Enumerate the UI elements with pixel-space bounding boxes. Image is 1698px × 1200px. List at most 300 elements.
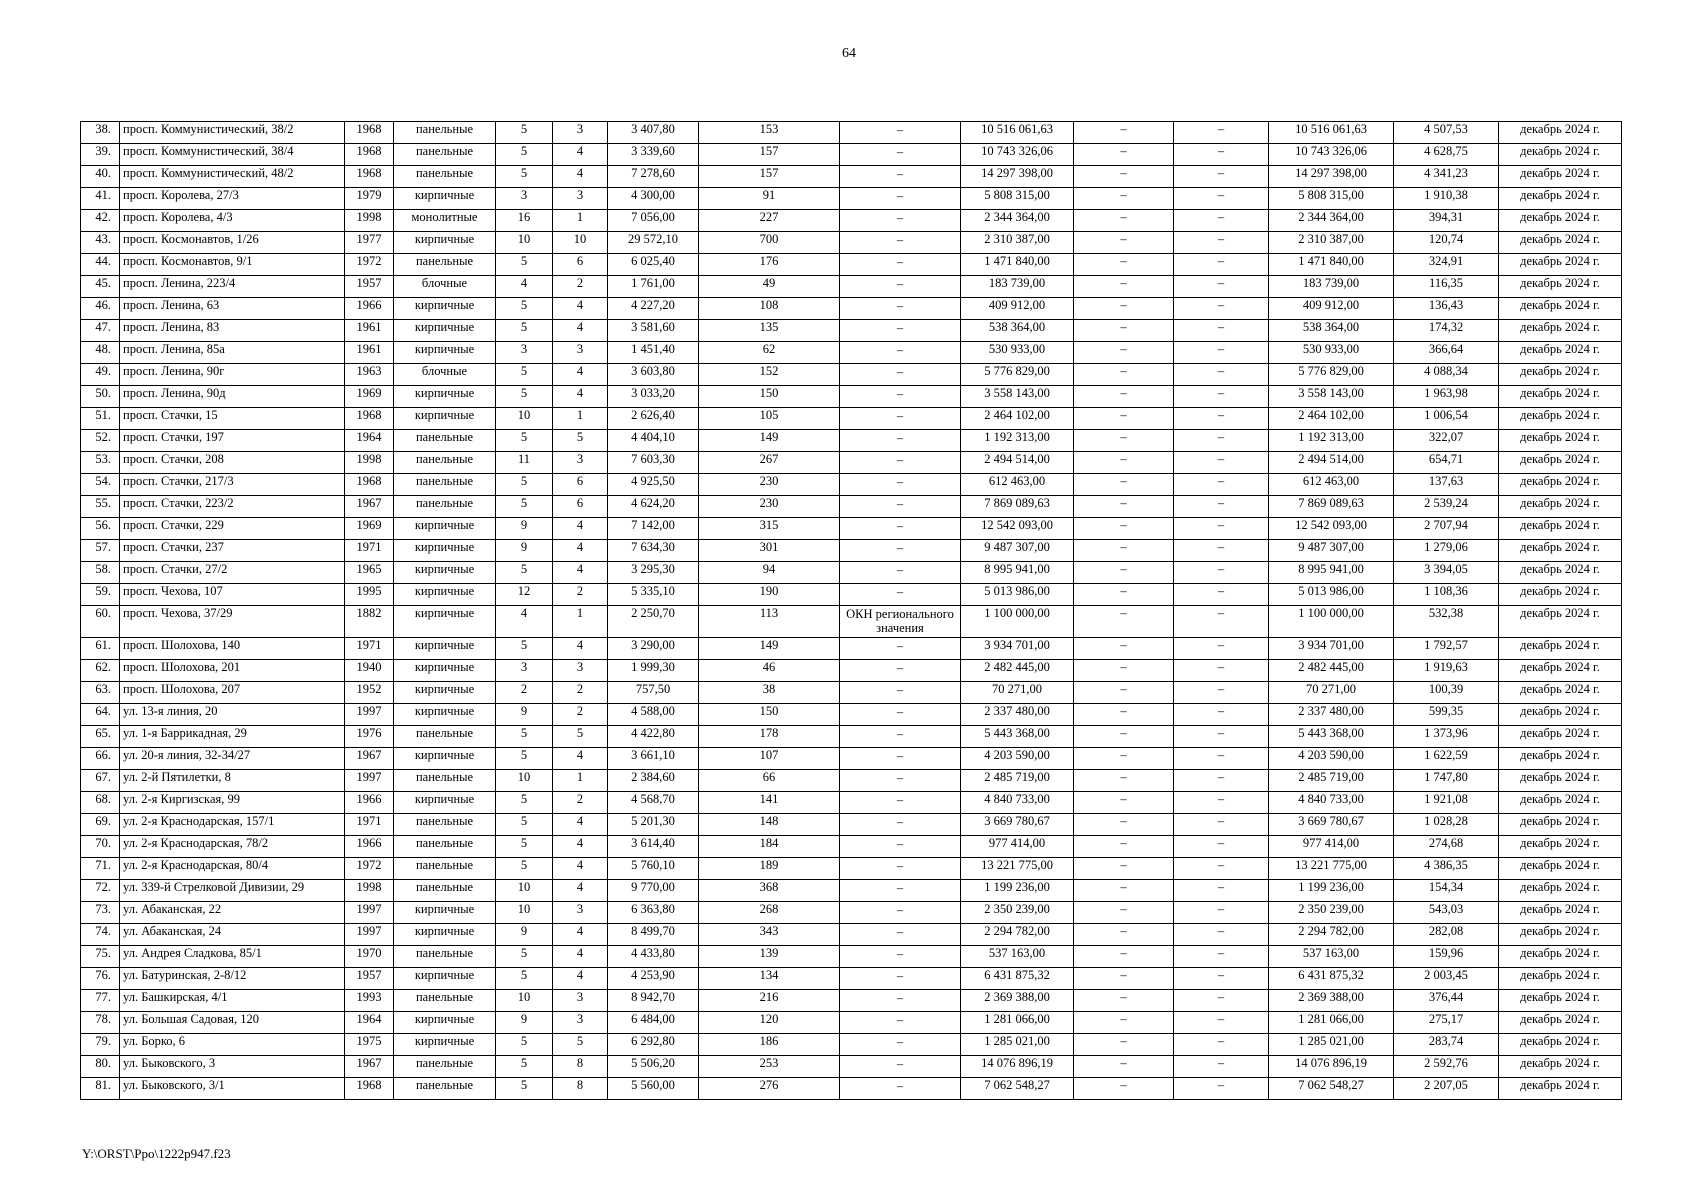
cell-year-built: 1966 <box>345 835 394 857</box>
cell-cost-per-sqm: 4 386,35 <box>1394 857 1499 879</box>
cell-completion-date: декабрь 2024 г. <box>1499 791 1622 813</box>
cell-row-number: 77. <box>81 989 120 1011</box>
cell-total-cost: 2 464 102,00 <box>961 408 1074 430</box>
cell-owners-cost: 538 364,00 <box>1269 320 1394 342</box>
cell-year-built: 1969 <box>345 518 394 540</box>
table-row <box>81 342 1622 364</box>
cell-fund-cost: – <box>1074 122 1174 144</box>
cell-entrances: 4 <box>553 857 608 879</box>
cell-cost-per-sqm: 1 747,80 <box>1394 769 1499 791</box>
cell-total-area: 7 278,60 <box>608 166 699 188</box>
cell-completion-date: декабрь 2024 г. <box>1499 1055 1622 1077</box>
cell-floors: 5 <box>496 144 553 166</box>
cell-other-cost: – <box>1174 1011 1269 1033</box>
cell-total-cost: 2 485 719,00 <box>961 769 1074 791</box>
cell-residents: 38 <box>699 681 840 703</box>
cell-total-cost: 7 869 089,63 <box>961 496 1074 518</box>
cell-total-area: 3 614,40 <box>608 835 699 857</box>
cell-completion-date: декабрь 2024 г. <box>1499 452 1622 474</box>
cell-completion-date: декабрь 2024 г. <box>1499 989 1622 1011</box>
cell-floors: 5 <box>496 1077 553 1099</box>
cell-residents: 268 <box>699 901 840 923</box>
cell-total-area: 4 227,20 <box>608 298 699 320</box>
cell-address: ул. Башкирская, 4/1 <box>120 989 345 1011</box>
cell-total-cost: 537 163,00 <box>961 945 1074 967</box>
cell-residents: 301 <box>699 540 840 562</box>
cell-entrances: 5 <box>553 725 608 747</box>
cell-residents: 141 <box>699 791 840 813</box>
cell-address: ул. Абаканская, 24 <box>120 923 345 945</box>
cell-total-area: 1 451,40 <box>608 342 699 364</box>
table-body <box>81 122 1622 1100</box>
cell-owners-cost: 2 482 445,00 <box>1269 659 1394 681</box>
cell-total-cost: 3 934 701,00 <box>961 637 1074 659</box>
cell-fund-cost: – <box>1074 298 1174 320</box>
cell-row-number: 63. <box>81 681 120 703</box>
cell-floors: 5 <box>496 474 553 496</box>
cell-fund-cost: – <box>1074 857 1174 879</box>
cell-fund-cost: – <box>1074 813 1174 835</box>
cell-row-number: 50. <box>81 386 120 408</box>
cell-heritage-status: – <box>840 967 961 989</box>
cell-residents: 120 <box>699 1011 840 1033</box>
cell-year-built: 1961 <box>345 342 394 364</box>
cell-other-cost: – <box>1174 364 1269 386</box>
cell-other-cost: – <box>1174 210 1269 232</box>
cell-floors: 5 <box>496 320 553 342</box>
cell-residents: 227 <box>699 210 840 232</box>
cell-entrances: 3 <box>553 659 608 681</box>
cell-completion-date: декабрь 2024 г. <box>1499 945 1622 967</box>
cell-floors: 5 <box>496 496 553 518</box>
table-row <box>81 857 1622 879</box>
cell-fund-cost: – <box>1074 320 1174 342</box>
cell-fund-cost: – <box>1074 254 1174 276</box>
cell-heritage-status: – <box>840 791 961 813</box>
cell-wall-material: кирпичные <box>394 320 496 342</box>
cell-address: просп. Чехова, 37/29 <box>120 606 345 638</box>
table-row <box>81 584 1622 606</box>
cell-year-built: 1998 <box>345 879 394 901</box>
cell-wall-material: кирпичные <box>394 518 496 540</box>
cell-owners-cost: 4 203 590,00 <box>1269 747 1394 769</box>
cell-wall-material: панельные <box>394 813 496 835</box>
cell-entrances: 2 <box>553 276 608 298</box>
cell-total-area: 5 560,00 <box>608 1077 699 1099</box>
cell-total-area: 3 581,60 <box>608 320 699 342</box>
cell-address: просп. Космонавтов, 9/1 <box>120 254 345 276</box>
cell-owners-cost: 10 743 326,06 <box>1269 144 1394 166</box>
cell-wall-material: панельные <box>394 1055 496 1077</box>
cell-heritage-status: – <box>840 496 961 518</box>
cell-row-number: 41. <box>81 188 120 210</box>
cell-completion-date: декабрь 2024 г. <box>1499 813 1622 835</box>
cell-fund-cost: – <box>1074 474 1174 496</box>
cell-total-area: 7 142,00 <box>608 518 699 540</box>
cell-year-built: 1952 <box>345 681 394 703</box>
cell-entrances: 3 <box>553 1011 608 1033</box>
cell-completion-date: декабрь 2024 г. <box>1499 835 1622 857</box>
cell-row-number: 39. <box>81 144 120 166</box>
cell-cost-per-sqm: 4 507,53 <box>1394 122 1499 144</box>
cell-owners-cost: 2 350 239,00 <box>1269 901 1394 923</box>
cell-wall-material: панельные <box>394 857 496 879</box>
cell-completion-date: декабрь 2024 г. <box>1499 540 1622 562</box>
cell-total-cost: 1 471 840,00 <box>961 254 1074 276</box>
cell-address: просп. Стачки, 27/2 <box>120 562 345 584</box>
cell-residents: 148 <box>699 813 840 835</box>
cell-address: ул. Батуринская, 2-8/12 <box>120 967 345 989</box>
cell-owners-cost: 6 431 875,32 <box>1269 967 1394 989</box>
cell-address: ул. 2-я Краснодарская, 157/1 <box>120 813 345 835</box>
cell-total-cost: 2 310 387,00 <box>961 232 1074 254</box>
cell-floors: 10 <box>496 408 553 430</box>
cell-cost-per-sqm: 1 919,63 <box>1394 659 1499 681</box>
table-row <box>81 769 1622 791</box>
cell-cost-per-sqm: 1 622,59 <box>1394 747 1499 769</box>
cell-total-cost: 4 840 733,00 <box>961 791 1074 813</box>
cell-residents: 253 <box>699 1055 840 1077</box>
cell-floors: 10 <box>496 901 553 923</box>
cell-floors: 5 <box>496 430 553 452</box>
cell-entrances: 3 <box>553 901 608 923</box>
cell-cost-per-sqm: 543,03 <box>1394 901 1499 923</box>
cell-year-built: 1997 <box>345 769 394 791</box>
cell-owners-cost: 7 869 089,63 <box>1269 496 1394 518</box>
table-row <box>81 210 1622 232</box>
cell-entrances: 6 <box>553 254 608 276</box>
cell-floors: 10 <box>496 879 553 901</box>
cell-other-cost: – <box>1174 122 1269 144</box>
cell-row-number: 40. <box>81 166 120 188</box>
cell-total-area: 8 499,70 <box>608 923 699 945</box>
cell-entrances: 4 <box>553 637 608 659</box>
cell-total-area: 3 033,20 <box>608 386 699 408</box>
cell-year-built: 1971 <box>345 540 394 562</box>
cell-owners-cost: 7 062 548,27 <box>1269 1077 1394 1099</box>
cell-heritage-status: – <box>840 857 961 879</box>
cell-address: просп. Ленина, 83 <box>120 320 345 342</box>
cell-total-area: 5 760,10 <box>608 857 699 879</box>
cell-completion-date: декабрь 2024 г. <box>1499 747 1622 769</box>
cell-completion-date: декабрь 2024 г. <box>1499 681 1622 703</box>
cell-fund-cost: – <box>1074 562 1174 584</box>
cell-year-built: 1967 <box>345 1055 394 1077</box>
cell-wall-material: панельные <box>394 254 496 276</box>
cell-wall-material: панельные <box>394 879 496 901</box>
cell-fund-cost: – <box>1074 276 1174 298</box>
cell-total-cost: 7 062 548,27 <box>961 1077 1074 1099</box>
cell-cost-per-sqm: 1 373,96 <box>1394 725 1499 747</box>
cell-total-area: 5 506,20 <box>608 1055 699 1077</box>
cell-total-area: 3 295,30 <box>608 562 699 584</box>
cell-total-area: 4 568,70 <box>608 791 699 813</box>
cell-address: просп. Стачки, 208 <box>120 452 345 474</box>
cell-floors: 5 <box>496 725 553 747</box>
cell-address: просп. Стачки, 223/2 <box>120 496 345 518</box>
cell-heritage-status: – <box>840 1033 961 1055</box>
cell-heritage-status: – <box>840 540 961 562</box>
cell-total-area: 4 433,80 <box>608 945 699 967</box>
cell-heritage-status: – <box>840 166 961 188</box>
cell-entrances: 8 <box>553 1077 608 1099</box>
cell-fund-cost: – <box>1074 342 1174 364</box>
cell-residents: 276 <box>699 1077 840 1099</box>
cell-residents: 134 <box>699 967 840 989</box>
cell-total-cost: 1 192 313,00 <box>961 430 1074 452</box>
cell-total-cost: 70 271,00 <box>961 681 1074 703</box>
cell-address: ул. Большая Садовая, 120 <box>120 1011 345 1033</box>
cell-completion-date: декабрь 2024 г. <box>1499 232 1622 254</box>
cell-fund-cost: – <box>1074 879 1174 901</box>
cell-floors: 9 <box>496 540 553 562</box>
cell-heritage-status: – <box>840 210 961 232</box>
cell-wall-material: кирпичные <box>394 232 496 254</box>
table-row <box>81 1033 1622 1055</box>
cell-row-number: 71. <box>81 857 120 879</box>
cell-address: просп. Ленина, 85а <box>120 342 345 364</box>
cell-row-number: 38. <box>81 122 120 144</box>
cell-total-area: 2 626,40 <box>608 408 699 430</box>
cell-total-area: 4 404,10 <box>608 430 699 452</box>
cell-wall-material: кирпичные <box>394 703 496 725</box>
cell-completion-date: декабрь 2024 г. <box>1499 637 1622 659</box>
cell-fund-cost: – <box>1074 1011 1174 1033</box>
cell-other-cost: – <box>1174 989 1269 1011</box>
cell-total-area: 2 250,70 <box>608 606 699 638</box>
cell-row-number: 69. <box>81 813 120 835</box>
cell-row-number: 76. <box>81 967 120 989</box>
cell-address: ул. 13-я линия, 20 <box>120 703 345 725</box>
cell-total-cost: 12 542 093,00 <box>961 518 1074 540</box>
cell-row-number: 48. <box>81 342 120 364</box>
table-row <box>81 518 1622 540</box>
table-row <box>81 945 1622 967</box>
cell-heritage-status: – <box>840 703 961 725</box>
cell-floors: 5 <box>496 166 553 188</box>
cell-residents: 190 <box>699 584 840 606</box>
cell-wall-material: кирпичные <box>394 681 496 703</box>
cell-wall-material: панельные <box>394 496 496 518</box>
cell-total-area: 9 770,00 <box>608 879 699 901</box>
cell-heritage-status: – <box>840 901 961 923</box>
cell-other-cost: – <box>1174 430 1269 452</box>
cell-address: ул. Абаканская, 22 <box>120 901 345 923</box>
cell-cost-per-sqm: 3 394,05 <box>1394 562 1499 584</box>
cell-cost-per-sqm: 532,38 <box>1394 606 1499 638</box>
cell-completion-date: декабрь 2024 г. <box>1499 659 1622 681</box>
table-row <box>81 166 1622 188</box>
cell-fund-cost: – <box>1074 452 1174 474</box>
cell-heritage-status: – <box>840 989 961 1011</box>
table-row <box>81 606 1622 638</box>
cell-total-cost: 5 808 315,00 <box>961 188 1074 210</box>
cell-other-cost: – <box>1174 1033 1269 1055</box>
cell-other-cost: – <box>1174 857 1269 879</box>
cell-total-area: 7 056,00 <box>608 210 699 232</box>
cell-address: ул. 2-я Краснодарская, 80/4 <box>120 857 345 879</box>
cell-residents: 176 <box>699 254 840 276</box>
cell-heritage-status: – <box>840 298 961 320</box>
cell-other-cost: – <box>1174 166 1269 188</box>
cell-owners-cost: 1 192 313,00 <box>1269 430 1394 452</box>
cell-cost-per-sqm: 376,44 <box>1394 989 1499 1011</box>
cell-wall-material: блочные <box>394 364 496 386</box>
cell-owners-cost: 8 995 941,00 <box>1269 562 1394 584</box>
cell-fund-cost: – <box>1074 967 1174 989</box>
cell-year-built: 1940 <box>345 659 394 681</box>
cell-other-cost: – <box>1174 725 1269 747</box>
cell-year-built: 1969 <box>345 386 394 408</box>
cell-address: просп. Чехова, 107 <box>120 584 345 606</box>
cell-total-cost: 1 285 021,00 <box>961 1033 1074 1055</box>
cell-other-cost: – <box>1174 879 1269 901</box>
cell-cost-per-sqm: 2 207,05 <box>1394 1077 1499 1099</box>
cell-residents: 157 <box>699 166 840 188</box>
cell-year-built: 1957 <box>345 276 394 298</box>
cell-residents: 94 <box>699 562 840 584</box>
cell-entrances: 4 <box>553 386 608 408</box>
table-row <box>81 386 1622 408</box>
cell-total-area: 4 588,00 <box>608 703 699 725</box>
cell-heritage-status: – <box>840 474 961 496</box>
cell-wall-material: кирпичные <box>394 923 496 945</box>
cell-year-built: 1979 <box>345 188 394 210</box>
cell-heritage-status: – <box>840 584 961 606</box>
cell-cost-per-sqm: 2 539,24 <box>1394 496 1499 518</box>
cell-wall-material: кирпичные <box>394 1033 496 1055</box>
cell-entrances: 3 <box>553 989 608 1011</box>
cell-row-number: 56. <box>81 518 120 540</box>
cell-entrances: 3 <box>553 188 608 210</box>
cell-completion-date: декабрь 2024 г. <box>1499 210 1622 232</box>
cell-cost-per-sqm: 136,43 <box>1394 298 1499 320</box>
cell-residents: 149 <box>699 637 840 659</box>
cell-year-built: 1972 <box>345 857 394 879</box>
cell-cost-per-sqm: 394,31 <box>1394 210 1499 232</box>
cell-completion-date: декабрь 2024 г. <box>1499 606 1622 638</box>
table-row <box>81 637 1622 659</box>
cell-other-cost: – <box>1174 967 1269 989</box>
cell-residents: 230 <box>699 474 840 496</box>
cell-total-area: 6 363,80 <box>608 901 699 923</box>
cell-year-built: 1966 <box>345 298 394 320</box>
cell-wall-material: блочные <box>394 276 496 298</box>
cell-completion-date: декабрь 2024 г. <box>1499 474 1622 496</box>
cell-fund-cost: – <box>1074 430 1174 452</box>
cell-owners-cost: 2 310 387,00 <box>1269 232 1394 254</box>
cell-row-number: 47. <box>81 320 120 342</box>
cell-completion-date: декабрь 2024 г. <box>1499 254 1622 276</box>
cell-owners-cost: 1 285 021,00 <box>1269 1033 1394 1055</box>
cell-residents: 66 <box>699 769 840 791</box>
cell-total-area: 5 201,30 <box>608 813 699 835</box>
cell-row-number: 66. <box>81 747 120 769</box>
cell-entrances: 2 <box>553 681 608 703</box>
cell-owners-cost: 3 558 143,00 <box>1269 386 1394 408</box>
cell-residents: 230 <box>699 496 840 518</box>
cell-completion-date: декабрь 2024 г. <box>1499 1077 1622 1099</box>
cell-other-cost: – <box>1174 813 1269 835</box>
cell-heritage-status: – <box>840 342 961 364</box>
cell-owners-cost: 530 933,00 <box>1269 342 1394 364</box>
cell-fund-cost: – <box>1074 901 1174 923</box>
cell-entrances: 5 <box>553 430 608 452</box>
cell-heritage-status: – <box>840 386 961 408</box>
cell-floors: 3 <box>496 188 553 210</box>
table-row <box>81 725 1622 747</box>
cell-other-cost: – <box>1174 584 1269 606</box>
cell-wall-material: панельные <box>394 474 496 496</box>
cell-owners-cost: 5 808 315,00 <box>1269 188 1394 210</box>
cell-owners-cost: 537 163,00 <box>1269 945 1394 967</box>
table-row <box>81 703 1622 725</box>
cell-total-cost: 1 281 066,00 <box>961 1011 1074 1033</box>
cell-residents: 700 <box>699 232 840 254</box>
cell-completion-date: декабрь 2024 г. <box>1499 857 1622 879</box>
cell-total-area: 4 925,50 <box>608 474 699 496</box>
cell-entrances: 4 <box>553 835 608 857</box>
cell-fund-cost: – <box>1074 606 1174 638</box>
cell-heritage-status: – <box>840 320 961 342</box>
cell-total-area: 1 761,00 <box>608 276 699 298</box>
cell-total-area: 7 603,30 <box>608 452 699 474</box>
cell-cost-per-sqm: 1 108,36 <box>1394 584 1499 606</box>
cell-floors: 9 <box>496 703 553 725</box>
cell-fund-cost: – <box>1074 703 1174 725</box>
cell-residents: 178 <box>699 725 840 747</box>
cell-floors: 10 <box>496 232 553 254</box>
cell-cost-per-sqm: 1 279,06 <box>1394 540 1499 562</box>
cell-total-cost: 1 199 236,00 <box>961 879 1074 901</box>
cell-residents: 150 <box>699 703 840 725</box>
cell-fund-cost: – <box>1074 769 1174 791</box>
cell-total-cost: 2 337 480,00 <box>961 703 1074 725</box>
cell-address: ул. Борко, 6 <box>120 1033 345 1055</box>
cell-fund-cost: – <box>1074 681 1174 703</box>
cell-heritage-status: – <box>840 769 961 791</box>
cell-completion-date: декабрь 2024 г. <box>1499 967 1622 989</box>
cell-entrances: 4 <box>553 364 608 386</box>
cell-row-number: 67. <box>81 769 120 791</box>
cell-owners-cost: 2 464 102,00 <box>1269 408 1394 430</box>
cell-residents: 46 <box>699 659 840 681</box>
cell-owners-cost: 5 443 368,00 <box>1269 725 1394 747</box>
cell-row-number: 65. <box>81 725 120 747</box>
cell-residents: 189 <box>699 857 840 879</box>
cell-total-cost: 2 294 782,00 <box>961 923 1074 945</box>
cell-total-cost: 2 494 514,00 <box>961 452 1074 474</box>
cell-heritage-status: – <box>840 813 961 835</box>
table-row <box>81 901 1622 923</box>
cell-heritage-status: – <box>840 518 961 540</box>
cell-owners-cost: 612 463,00 <box>1269 474 1394 496</box>
cell-total-cost: 14 076 896,19 <box>961 1055 1074 1077</box>
cell-heritage-status: – <box>840 945 961 967</box>
cell-fund-cost: – <box>1074 232 1174 254</box>
cell-wall-material: монолитные <box>394 210 496 232</box>
cell-address: ул. Быковского, 3 <box>120 1055 345 1077</box>
cell-other-cost: – <box>1174 144 1269 166</box>
cell-wall-material: панельные <box>394 430 496 452</box>
cell-heritage-status: – <box>840 1077 961 1099</box>
cell-fund-cost: – <box>1074 188 1174 210</box>
cell-total-area: 3 603,80 <box>608 364 699 386</box>
cell-completion-date: декабрь 2024 г. <box>1499 166 1622 188</box>
cell-owners-cost: 10 516 061,63 <box>1269 122 1394 144</box>
cell-owners-cost: 5 776 829,00 <box>1269 364 1394 386</box>
cell-entrances: 10 <box>553 232 608 254</box>
